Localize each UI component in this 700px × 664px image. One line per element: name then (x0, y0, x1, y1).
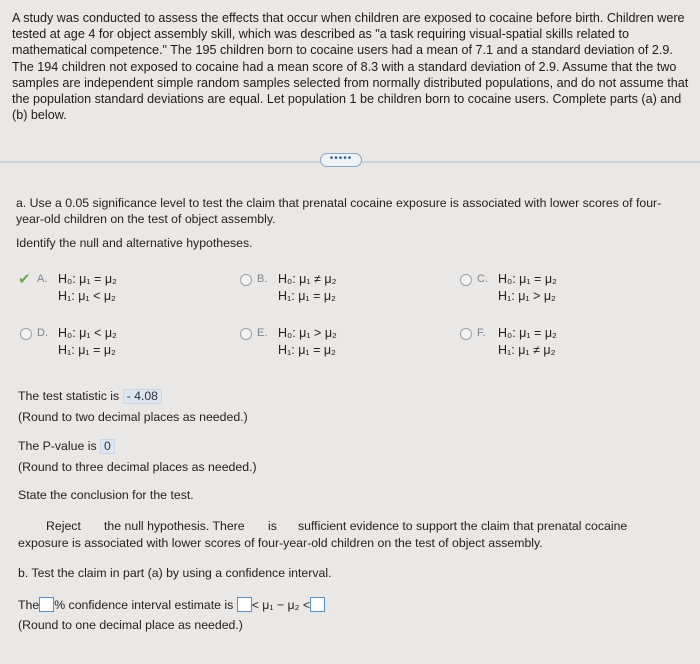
test-statistic-label: The test statistic is (18, 389, 120, 403)
round-one-note: (Round to one decimal place as needed.) (18, 618, 243, 632)
option-letter: F. (477, 327, 486, 339)
ci-mid-label: % confidence interval estimate is (54, 598, 234, 612)
ci-the-label: The (18, 598, 40, 612)
option-letter: D. (37, 327, 48, 339)
problem-statement: A study was conducted to assess the effects that occur when children are exposed to cocaine before birth. Children were tested at age 4 for object assembly skill, which was described as "a task requiring visual-spatial skills related to mathematical competence." The 195 children born to cocaine users had a mean of 7.1 and a standard deviation of 2.9. The 194 children not exposed to cocaine had a mean score of 8.3 with a standard deviation of 2.9. Assume that the two samples are independent simple random samples selected from normally distributed populations, and do not assume that the population standard deviations are equal. Let population 1 be children born to cocaine users. Complete parts (a) and (b) below. (12, 11, 689, 123)
alternative-hypothesis: H₁: μ₁ = μ₂ (278, 343, 336, 357)
alternative-hypothesis: H₁: μ₁ ≠ μ₂ (498, 343, 556, 357)
alternative-hypothesis: H₁: μ₁ = μ₂ (58, 343, 116, 357)
round-two-note: (Round to two decimal places as needed.) (18, 410, 248, 424)
null-hypothesis: H₀: μ₁ < μ₂ (58, 326, 117, 340)
conclusion-line-2: exposure is associated with lower scores of four-year-old children on the test of object assembly. (18, 536, 543, 550)
part-b-question: b. Test the claim in part (a) by using a confidence interval. (18, 566, 332, 580)
null-hypothesis: H₀: μ₁ = μ₂ (58, 272, 117, 286)
alternative-hypothesis: H₁: μ₁ > μ₂ (498, 289, 556, 303)
ci-expression: < μ₁ − μ₂ < (251, 598, 311, 612)
ci-lower-input[interactable] (237, 597, 252, 612)
option-letter: A. (37, 273, 48, 285)
expand-more-button[interactable]: ••••• (320, 153, 362, 167)
conclusion-prompt: State the conclusion for the test. (18, 488, 194, 502)
option-e[interactable] (240, 326, 440, 362)
null-hypothesis: H₀: μ₁ = μ₂ (498, 326, 557, 340)
option-d[interactable] (20, 326, 220, 362)
p-value-row (18, 439, 115, 455)
p-value-label: The P-value is (18, 439, 97, 453)
part-a-question: a. Use a 0.05 significance level to test the claim that prenatal cocaine exposure is associated with lower scores of four-year-old children on the test of object assembly. (16, 196, 662, 226)
confidence-interval-row (18, 597, 325, 614)
null-hypothesis: H₀: μ₁ ≠ μ₂ (278, 272, 337, 286)
alternative-hypothesis: H₁: μ₁ < μ₂ (58, 289, 116, 303)
radio-icon[interactable] (460, 274, 472, 286)
reject-dropdown[interactable]: Reject (46, 519, 81, 533)
radio-icon[interactable] (240, 328, 252, 340)
test-statistic-row (18, 389, 162, 405)
option-f[interactable] (460, 326, 660, 362)
null-hypothesis: H₀: μ₁ > μ₂ (278, 326, 337, 340)
is-dropdown[interactable]: is (268, 519, 277, 533)
p-value-answer[interactable]: 0 (100, 439, 115, 454)
test-statistic-answer[interactable]: - 4.08 (123, 389, 162, 404)
conclusion-mid-text: the null hypothesis. There (104, 519, 245, 533)
conclusion-tail-text: sufficient evidence to support the claim that prenatal cocaine (298, 519, 628, 533)
alternative-hypothesis: H₁: μ₁ = μ₂ (278, 289, 336, 303)
option-b[interactable] (240, 272, 440, 308)
radio-icon[interactable] (240, 274, 252, 286)
radio-icon[interactable] (20, 328, 32, 340)
option-c[interactable] (460, 272, 660, 308)
radio-icon[interactable] (460, 328, 472, 340)
option-letter: B. (257, 273, 268, 285)
ci-upper-input[interactable] (310, 597, 325, 612)
option-a[interactable] (20, 272, 220, 308)
null-hypothesis: H₀: μ₁ = μ₂ (498, 272, 557, 286)
round-three-note: (Round to three decimal places as needed.) (18, 460, 257, 474)
identify-hypotheses-prompt: Identify the null and alternative hypotheses. (16, 236, 253, 250)
option-letter: E. (257, 327, 268, 339)
checkmark-icon: ✔ (18, 271, 31, 288)
option-letter: C. (477, 273, 488, 285)
confidence-level-input[interactable] (39, 597, 54, 612)
